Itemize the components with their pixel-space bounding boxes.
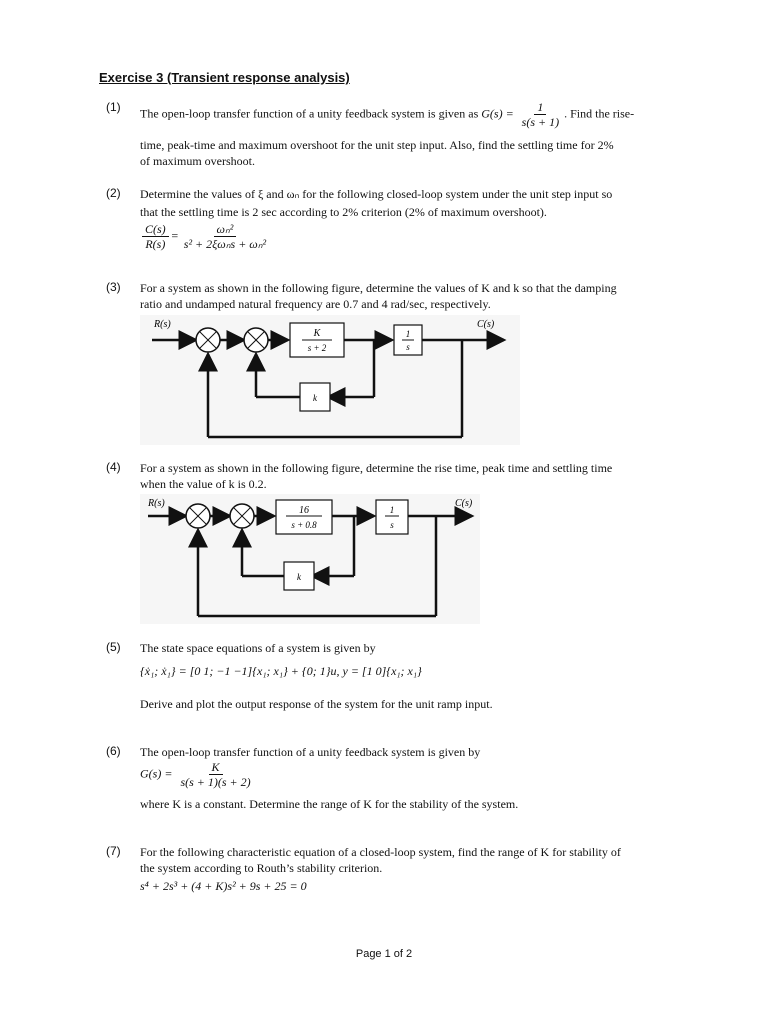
block-diagram-3 bbox=[140, 315, 520, 445]
diagram-4-feedback-label: k bbox=[297, 572, 301, 582]
question-1-number: (1) bbox=[106, 100, 121, 114]
question-6-g-lhs: G(s) = bbox=[140, 766, 173, 781]
question-2-number: (2) bbox=[106, 186, 121, 200]
question-7-number: (7) bbox=[106, 844, 121, 858]
question-6-numerator: K bbox=[209, 760, 223, 775]
question-4-number: (4) bbox=[106, 460, 121, 474]
question-1-denominator: s(s + 1) bbox=[521, 115, 560, 129]
question-2-rhs-numerator: ωₙ² bbox=[214, 222, 237, 237]
diagram-4-block1-denominator: s + 0.8 bbox=[291, 520, 317, 530]
question-1-line2: time, peak-time and maximum overshoot for the unit step input. Also, find the settling time for 2% bbox=[140, 138, 614, 152]
question-3-line2: ratio and undamped natural frequency are 0.7 and 4 rad/sec, respectively. bbox=[140, 297, 491, 311]
diagram-3-block1-denominator: s + 2 bbox=[307, 343, 327, 353]
question-1-line3: of maximum overshoot. bbox=[140, 154, 255, 168]
question-2-rhs-denominator: s² + 2ξωₙs + ωₙ² bbox=[183, 237, 267, 251]
question-1-line1 bbox=[140, 100, 670, 129]
diagram-3-output-label: C(s) bbox=[477, 319, 495, 330]
question-1-g-lhs: G(s) = bbox=[481, 106, 514, 121]
diagram-3-feedback-label: k bbox=[313, 393, 317, 403]
diagram-4-input-label: R(s) bbox=[148, 498, 165, 509]
question-1-text: The open-loop transfer function of a unity feedback system is given as bbox=[140, 106, 479, 121]
diagram-4-block2-denominator: s bbox=[390, 520, 394, 530]
question-5-state-equation: {ẋ₁; ẋ₁} = [0 1; −1 −1]{x₁; x₁} + {0; 1}u, y = [1 0]{x₁; x₁} bbox=[140, 664, 422, 678]
question-4-line2: when the value of k is 0.2. bbox=[140, 477, 267, 491]
question-3-line1: For a system as shown in the following figure, determine the values of K and k so that the damping bbox=[140, 281, 617, 295]
question-2-rhs-fraction bbox=[181, 222, 269, 251]
question-1-text-post: . Find the rise- bbox=[564, 106, 635, 121]
question-5-number: (5) bbox=[106, 640, 121, 654]
question-2-lhs-denominator: R(s) bbox=[145, 237, 166, 251]
diagram-3-input-label: R(s) bbox=[154, 319, 171, 330]
question-2-lhs-fraction bbox=[142, 222, 169, 251]
question-6-number: (6) bbox=[106, 744, 121, 758]
exercise-title: Exercise 3 (Transient response analysis) bbox=[99, 70, 350, 85]
question-2-lhs-numerator: C(s) bbox=[142, 222, 169, 237]
question-6-fraction bbox=[177, 760, 253, 789]
question-7-line1: For the following characteristic equation of a closed-loop system, find the range of K for stability of bbox=[140, 845, 621, 859]
diagram-3-block2-denominator: s bbox=[406, 342, 410, 352]
diagram-3-block1-numerator: K bbox=[313, 328, 321, 339]
diagram-4-block1-numerator: 16 bbox=[299, 505, 309, 516]
block-diagram-4 bbox=[140, 494, 480, 624]
question-2-equation: $\frac{C(s)}{R(s)}$ = $\frac{\text{ωₙ²}}{\text{s² + 2ξωₙs + ωₙ²}}$ bbox=[140, 222, 271, 251]
question-1-fraction bbox=[519, 100, 562, 129]
diagram-4-block2-numerator: 1 bbox=[389, 505, 395, 515]
question-6-line3: where K is a constant. Determine the range of K for the stability of the system. bbox=[140, 797, 519, 811]
question-6-line1: The open-loop transfer function of a unity feedback system is given by bbox=[140, 745, 481, 759]
question-1-numerator: 1 bbox=[534, 100, 546, 115]
question-2-line1: Determine the values of ξ and ωₙ for the following closed-loop system under the unit step input so bbox=[140, 187, 613, 201]
question-4-line1: For a system as shown in the following figure, determine the rise time, peak time and settling time bbox=[140, 461, 613, 475]
question-2-line2: that the settling time is 2 sec according to 2% criterion (2% of maximum overshoot). bbox=[140, 205, 547, 219]
question-6-denominator: s(s + 1)(s + 2) bbox=[180, 775, 251, 789]
page-footer: Page 1 of 2 bbox=[355, 948, 413, 960]
diagram-4-output-label: C(s) bbox=[455, 498, 473, 509]
question-7-equation: s⁴ + 2s³ + (4 + K)s² + 9s + 25 = 0 bbox=[140, 879, 307, 893]
question-6-equation bbox=[140, 760, 256, 789]
question-3-number: (3) bbox=[106, 280, 121, 294]
diagram-3-block2-numerator: 1 bbox=[405, 329, 411, 339]
question-5-line3: Derive and plot the output response of the system for the unit ramp input. bbox=[140, 697, 493, 711]
question-5-line1: The state space equations of a system is given by bbox=[140, 641, 376, 655]
question-7-line2: the system according to Routh’s stability criterion. bbox=[140, 861, 383, 875]
